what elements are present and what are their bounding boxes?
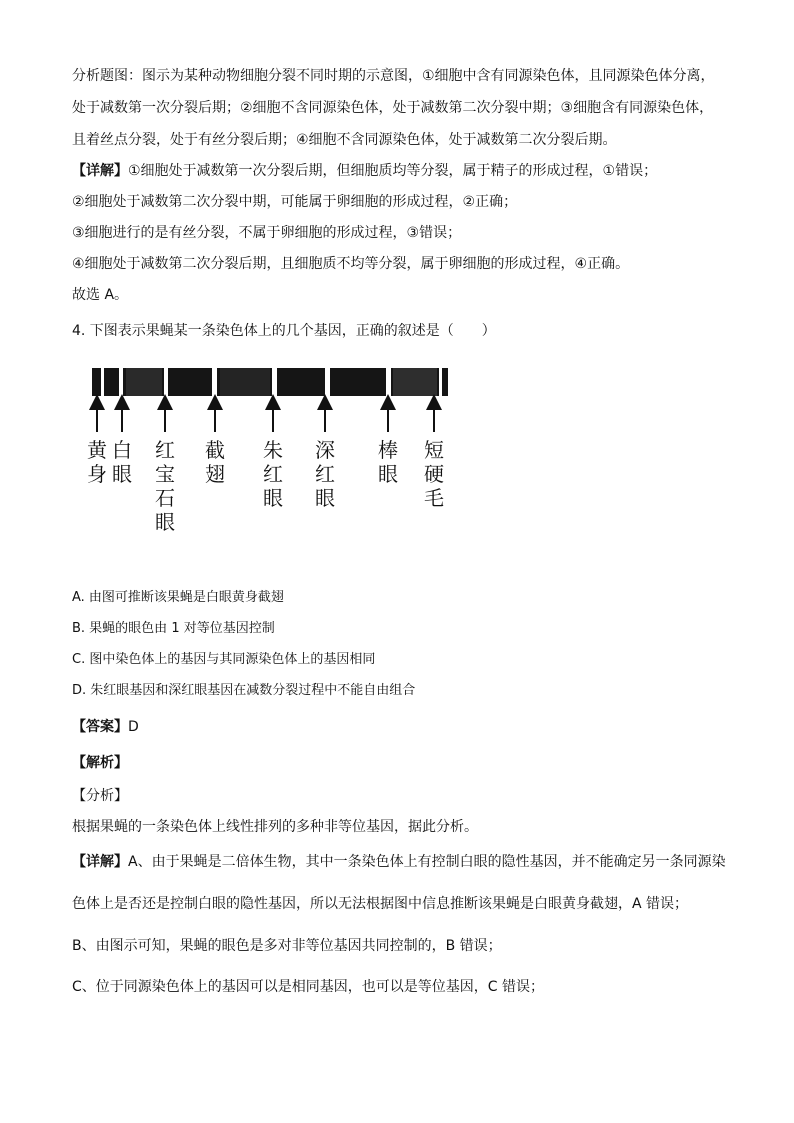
conclusion: 故选 A。 [72, 287, 129, 303]
detail-c: C、位于同源染色体上的基因可以是相同基因，也可以是等位基因，C 错误； [72, 979, 544, 995]
gene-label-vermilion-eye: 朱 红 眼 [263, 438, 283, 510]
option-a: A. 由图可推断该果蝇是白眼黄身截翅 [72, 590, 284, 605]
gene-labels [88, 364, 458, 544]
answer-line [72, 717, 139, 737]
detail-b: B、由图示可知，果蝇的眼色是多对非等位基因共同控制的，B 错误； [72, 938, 502, 954]
option-b: B. 果蝇的眼色由 1 对等位基因控制 [72, 621, 275, 636]
gene-label-yellow-body: 黄 身 [87, 438, 107, 486]
analysis-text: 根据果蝇的一条染色体上线性排列的多种非等位基因，据此分析。 [72, 819, 478, 835]
detail-line-2: ②细胞处于减数第二次分裂中期，可能属于卵细胞的形成过程，②正确； [72, 194, 518, 210]
detail-line-1 [72, 161, 657, 181]
detail-a-line-1 [72, 852, 726, 872]
gene-label-cut-wing: 截 翅 [205, 438, 225, 486]
answer-value: D [128, 719, 139, 735]
gene-label-ruby-eye: 红 宝 石 眼 [155, 438, 175, 534]
option-d: D. 朱红眼基因和深红眼基因在减数分裂过程中不能自由组合 [72, 683, 416, 698]
detail-text-1: ①细胞处于减数第一次分裂后期，但细胞质均等分裂，属于精子的形成过程，①错误； [128, 163, 658, 179]
analysis-line-3: 且着丝点分裂，处于有丝分裂后期；④细胞不含同源染色体，处于减数第二次分裂后期。 [72, 132, 617, 148]
gene-label-white-eye: 白 眼 [112, 438, 132, 486]
detail-line-4: ④细胞处于减数第二次分裂后期，且细胞质不均等分裂，属于卵细胞的形成过程，④正确。 [72, 256, 630, 272]
detail-a-text-1: A、由于果蝇是二倍体生物，其中一条染色体上有控制白眼的隐性基因，并不能确定另一条同源染 [128, 854, 726, 870]
analysis-line-2: 处于减数第一次分裂后期；②细胞不含同源染色体，处于减数第二次分裂中期；③细胞含有同源染色体， [72, 100, 714, 116]
detail-line-3: ③细胞进行的是有丝分裂，不属于卵细胞的形成过程，③错误； [72, 225, 462, 241]
option-c: C. 图中染色体上的基因与其同源染色体上的基因相同 [72, 652, 376, 667]
analysis-line-1: 分析题图：图示为某种动物细胞分裂不同时期的示意图，①细胞中含有同源染色体，且同源染色体分离， [72, 68, 715, 84]
detail-a-line-2: 色体上是否还是控制白眼的隐性基因，所以无法根据图中信息推断该果蝇是白眼黄身截翅，A 错误； [72, 896, 689, 912]
answer-tag: 【答案】 [72, 719, 128, 735]
gene-label-short-bristle: 短 硬 毛 [424, 438, 444, 510]
chromosome-diagram [88, 364, 458, 544]
question-stem: 4. 下图表示果蝇某一条染色体上的几个基因，正确的叙述是（ ） [72, 323, 496, 339]
gene-label-bar-eye: 棒 眼 [378, 438, 398, 486]
detail-tag-q4: 【详解】 [72, 854, 128, 870]
explanation-tag: 【解析】 [72, 755, 128, 771]
analysis-tag: 【分析】 [72, 788, 128, 804]
detail-tag: 【详解】 [72, 163, 128, 179]
gene-label-garnet-eye: 深 红 眼 [315, 438, 335, 510]
